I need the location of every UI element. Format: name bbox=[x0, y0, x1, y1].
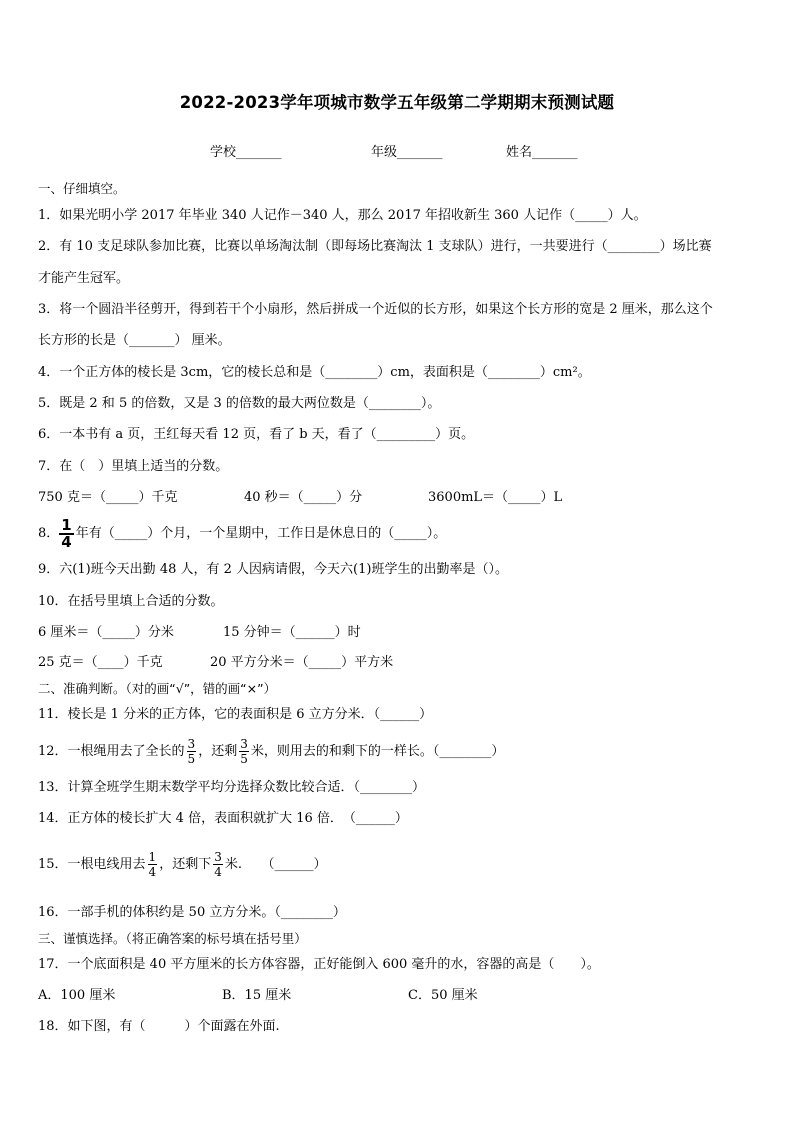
question-14: 14．正方体的棱长扩大 4 倍，表面积就扩大 16 倍． （______） bbox=[38, 811, 408, 826]
option-b: B．15 厘米 bbox=[222, 988, 292, 1003]
school-field: 学校_______ bbox=[210, 145, 282, 160]
question-7-item-c: 3600mL＝（_____）L bbox=[428, 490, 563, 505]
question-10-item-a: 6 厘米＝（_____）分米 bbox=[38, 625, 174, 640]
question-10-item-c: 25 克＝（____）千克 bbox=[38, 655, 163, 670]
question-3-line-1: 3．将一个圆沿半径剪开，得到若干个小扇形，然后拼成一个近似的长方形，如果这个长方形的宽是 2 厘米，那么这个 bbox=[38, 302, 713, 317]
fraction-one-quarter bbox=[59, 515, 73, 551]
question-12-text-a: 12．一根绳用去了全长的 bbox=[38, 744, 185, 759]
question-15-text-a: 15．一根电线用去 bbox=[38, 857, 146, 872]
fraction-numerator: 1 bbox=[148, 850, 157, 864]
question-13: 13．计算全班学生期末数学平均分选择众数比较合适．（________） bbox=[38, 780, 426, 795]
fraction-three-fifths bbox=[187, 737, 197, 766]
question-10-item-b: 15 分钟＝（______）时 bbox=[223, 625, 361, 640]
question-10: 10．在括号里填上合适的分数。 bbox=[38, 594, 224, 609]
fraction-numerator: 1 bbox=[61, 515, 72, 534]
option-c: C．50 厘米 bbox=[408, 988, 478, 1003]
question-7: 7．在（ ）里填上适当的分数。 bbox=[38, 459, 229, 474]
question-12 bbox=[38, 736, 764, 768]
fraction-denominator: 5 bbox=[187, 752, 196, 766]
question-2-line-1: 2．有 10 支足球队参加比赛，比赛以单场淘汰制（即每场比赛淘汰 1 支球队）进行，一共要进行（________）场比赛 bbox=[38, 239, 712, 254]
question-2-line-2: 才能产生冠军。 bbox=[38, 271, 130, 286]
fraction-denominator: 5 bbox=[240, 752, 248, 766]
section-heading-fill-in: 一、仔细填空。 bbox=[38, 181, 126, 196]
question-12-text-c: 米，则用去的和剩下的一样长。（________） bbox=[250, 744, 505, 759]
fraction-denominator: 4 bbox=[61, 532, 72, 551]
question-9: 9．六(1)班今天出勤 48 人，有 2 人因病请假，今天六(1)班学生的出勤率是（）。 bbox=[38, 562, 508, 577]
question-6: 6．一本书有 a 页，王红每天看 12 页，看了 b 天，看了（_________）页。 bbox=[38, 427, 475, 442]
section-heading-choice: 三、谨慎选择。（将正确答案的标号填在括号里） bbox=[38, 931, 307, 946]
question-1: 1．如果光明小学 2017 年毕业 340 人记作－340 人，那么 2017 年招收新生 360 人记作（_____）人。 bbox=[38, 208, 647, 223]
question-8-number: 8． bbox=[38, 526, 60, 541]
fraction-three-quarters bbox=[213, 850, 223, 879]
fraction-denominator: 4 bbox=[148, 865, 157, 879]
question-8-text: 年有（_____）个月，一个星期中，工作日是休息日的（_____）。 bbox=[75, 526, 447, 541]
fraction-numerator: 3 bbox=[240, 737, 248, 751]
question-3-line-2: 长方形的长是（_______） 厘米。 bbox=[38, 333, 231, 348]
question-18: 18．如下图，有（ ）个面露在外面. bbox=[38, 1019, 280, 1034]
question-11: 11．棱长是 1 分米的正方体，它的表面积是 6 立方分米．（______） bbox=[38, 707, 433, 722]
fraction-numerator: 3 bbox=[214, 850, 222, 864]
question-10-item-d: 20 平方分米＝（_____）平方米 bbox=[210, 655, 394, 670]
fraction-numerator: 3 bbox=[187, 737, 196, 751]
section-heading-judgement: 二、准确判断。（对的画“√”，错的画“×”） bbox=[38, 681, 277, 696]
question-16: 16．一部手机的体积约是 50 立方分米。（________） bbox=[38, 905, 346, 920]
page-title: 2022-2023学年项城市数学五年级第二学期期末预测试题 bbox=[179, 93, 615, 112]
question-15-text-b: ，还剩下 bbox=[159, 857, 212, 872]
question-5: 5．既是 2 和 5 的倍数，又是 3 的倍数的最大两位数是（________）。 bbox=[38, 396, 441, 411]
question-7-item-b: 40 秒＝（_____）分 bbox=[244, 490, 363, 505]
name-field: 姓名_______ bbox=[506, 145, 578, 160]
fraction-one-quarter bbox=[148, 850, 158, 879]
question-7-item-a: 750 克＝（_____）千克 bbox=[38, 490, 178, 505]
question-12-text-b: ，还剩 bbox=[198, 744, 238, 759]
option-a: A．100 厘米 bbox=[38, 988, 116, 1003]
question-15-text-c: 米. （______） bbox=[224, 857, 327, 872]
grade-field: 年级_______ bbox=[371, 145, 443, 160]
fraction-three-fifths-meter bbox=[239, 737, 249, 766]
question-4: 4．一个正方体的棱长是 3cm，它的棱长总和是（________）cm，表面积是（________）cm²。 bbox=[38, 365, 591, 380]
fraction-denominator: 4 bbox=[214, 865, 222, 879]
question-17: 17．一个底面积是 40 平方厘米的长方体容器，正好能倒入 600 毫升的水，容器的高是（ ）。 bbox=[38, 957, 600, 972]
question-8 bbox=[38, 517, 764, 551]
question-15 bbox=[38, 849, 764, 881]
